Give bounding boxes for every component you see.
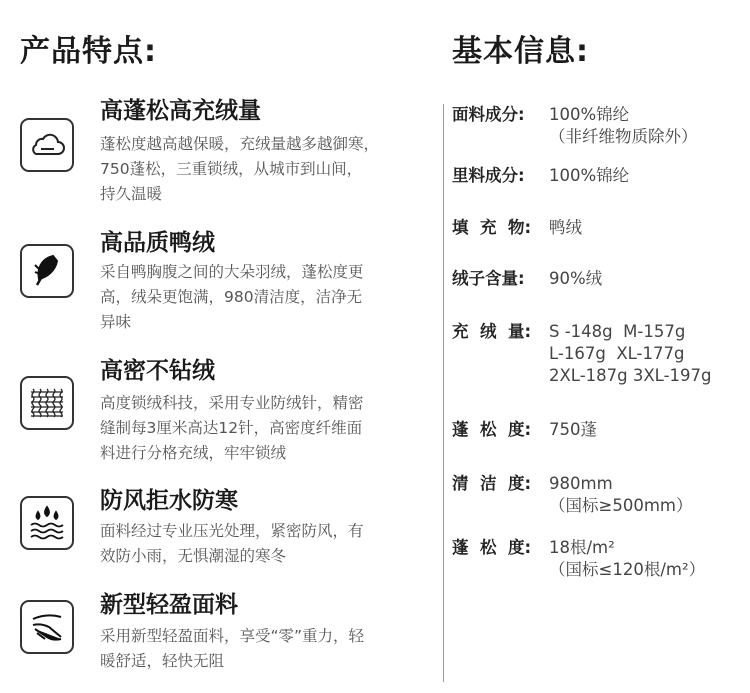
info-value: S -148g M-157g L-167g XL-177g 2XL-187g 3XL-197g (549, 322, 712, 385)
mesh-icon (20, 376, 74, 430)
feature-description: 采自鸭胸腹之间的大朵羽绒，蓬松度更 高，绒朵更饱满，980清洁度，洁净无 异味 (100, 263, 364, 331)
info-label: 清 洁 度: (452, 474, 532, 493)
info-value: 18根/m² （国标≤120根/m²） (549, 538, 706, 579)
hand-leaf-icon (20, 600, 74, 654)
water-wind-icon (20, 496, 74, 550)
feature-title: 新型轻盈面料 (100, 592, 238, 618)
info-value: 鸭绒 (549, 218, 582, 237)
info-value: 100%锦纶 （非纤维物质除外） (549, 105, 698, 146)
feature-description: 高度锁绒科技，采用专业防绒针，精密 缝制每3厘米高达12针，高密度纤维面 料进行分格充绒，牢牢锁绒 (100, 394, 364, 462)
info-label: 蓬 松 度: (452, 538, 532, 557)
info-label: 蓬 松 度: (452, 420, 532, 439)
info-label: 充 绒 量: (452, 322, 532, 341)
cloud-icon (20, 118, 74, 172)
feather-icon (20, 244, 74, 298)
info-label: 填 充 物: (452, 218, 532, 237)
feature-title: 高蓬松高充绒量 (100, 98, 261, 124)
info-value: 750蓬 (549, 420, 597, 439)
feature-description: 采用新型轻盈面料，享受“零”重力，轻 暖舒适，轻快无阻 (100, 627, 365, 670)
info-label: 面料成分: (452, 105, 525, 124)
info-label: 绒子含量: (452, 269, 525, 288)
feature-title: 高品质鸭绒 (100, 230, 215, 256)
features-heading: 产品特点: (20, 34, 157, 69)
feature-title: 高密不钻绒 (100, 358, 215, 384)
info-label: 里料成分: (452, 166, 525, 185)
basic-info-heading: 基本信息: (452, 34, 589, 69)
feature-description: 面料经过专业压光处理，紧密防风，有 效防小雨，无惧潮湿的寒冬 (100, 522, 364, 565)
info-value: 90%绒 (549, 269, 603, 288)
feature-title: 防风拒水防寒 (100, 488, 238, 514)
info-value: 980mm （国标≥500mm） (549, 474, 693, 515)
column-divider (443, 104, 444, 682)
info-value: 100%锦纶 (549, 166, 630, 185)
feature-description: 蓬松度越高越保暖，充绒量越多越御寒， 750蓬松，三重锁绒，从城市到山间， 持久温暖 (100, 135, 380, 203)
